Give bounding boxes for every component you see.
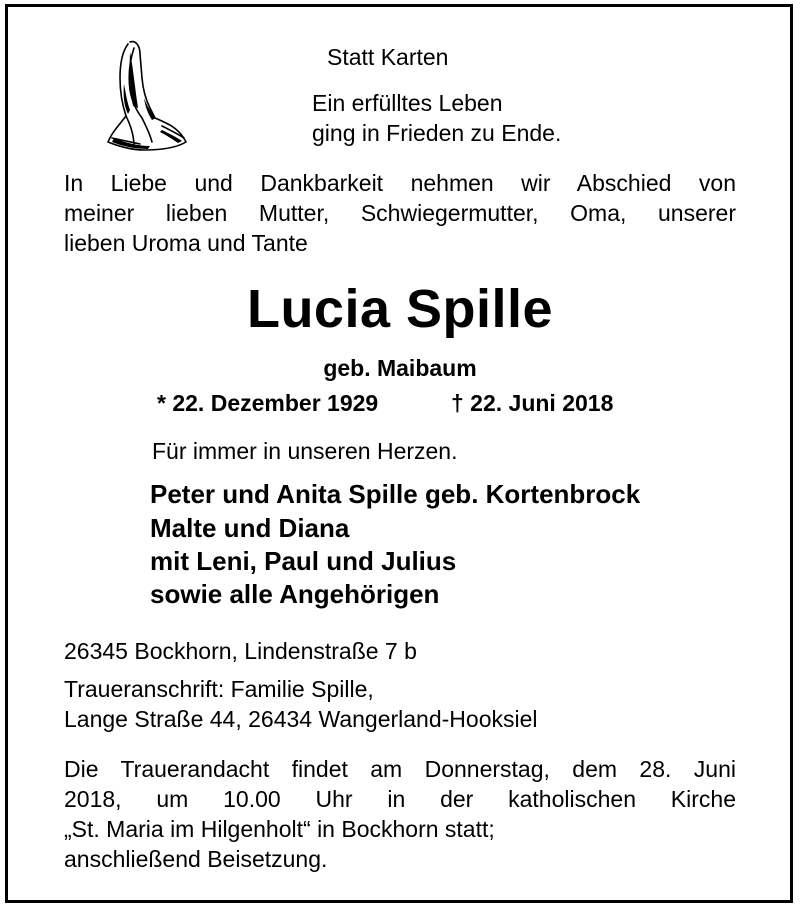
mourners-line-4: sowie alle Angehörigen [150, 579, 440, 609]
mourners-line-3: mit Leni, Paul und Julius [150, 546, 457, 576]
death-date: † 22. Juni 2018 [451, 390, 614, 416]
maiden-name: geb. Maibaum [323, 355, 477, 381]
motto-line-1: Ein erfülltes Leben [312, 90, 503, 116]
quote-text: Für immer in unseren Herzen. [152, 438, 458, 464]
header-text: Statt Karten [327, 44, 449, 70]
service-line-2: 2018, um 10.00 Uhr in der katholischen Kirche [64, 786, 736, 812]
mourning-address-line-2: Lange Straße 44, 26434 Wangerland-Hooksiel [64, 706, 538, 732]
service-line-3: „St. Maria im Hilgenholt“ in Bockhorn statt; [64, 816, 495, 842]
praying-hands-icon [100, 38, 190, 154]
deceased-name: Lucia Spille [246, 279, 554, 339]
service-line-4: anschließend Beisetzung. [64, 846, 328, 872]
mourners-line-2: Malte und Diana [150, 513, 350, 543]
mourning-address-line-1: Traueranschrift: Familie Spille, [64, 676, 374, 702]
mourners-line-1: Peter und Anita Spille geb. Kortenbrock [150, 479, 641, 509]
intro-line-2: meiner lieben Mutter, Schwiegermutter, Oma, unserer [64, 200, 736, 226]
birth-date: * 22. Dezember 1929 [157, 390, 379, 416]
service-line-1: Die Trauerandacht findet am Donnerstag, dem 28. Juni [64, 756, 736, 782]
motto-line-2: ging in Frieden zu Ende. [312, 120, 562, 146]
intro-line-1: In Liebe und Dankbarkeit nehmen wir Abschied von [64, 170, 736, 196]
intro-line-3: lieben Uroma und Tante [64, 230, 308, 256]
residence-address: 26345 Bockhorn, Lindenstraße 7 b [64, 638, 417, 664]
